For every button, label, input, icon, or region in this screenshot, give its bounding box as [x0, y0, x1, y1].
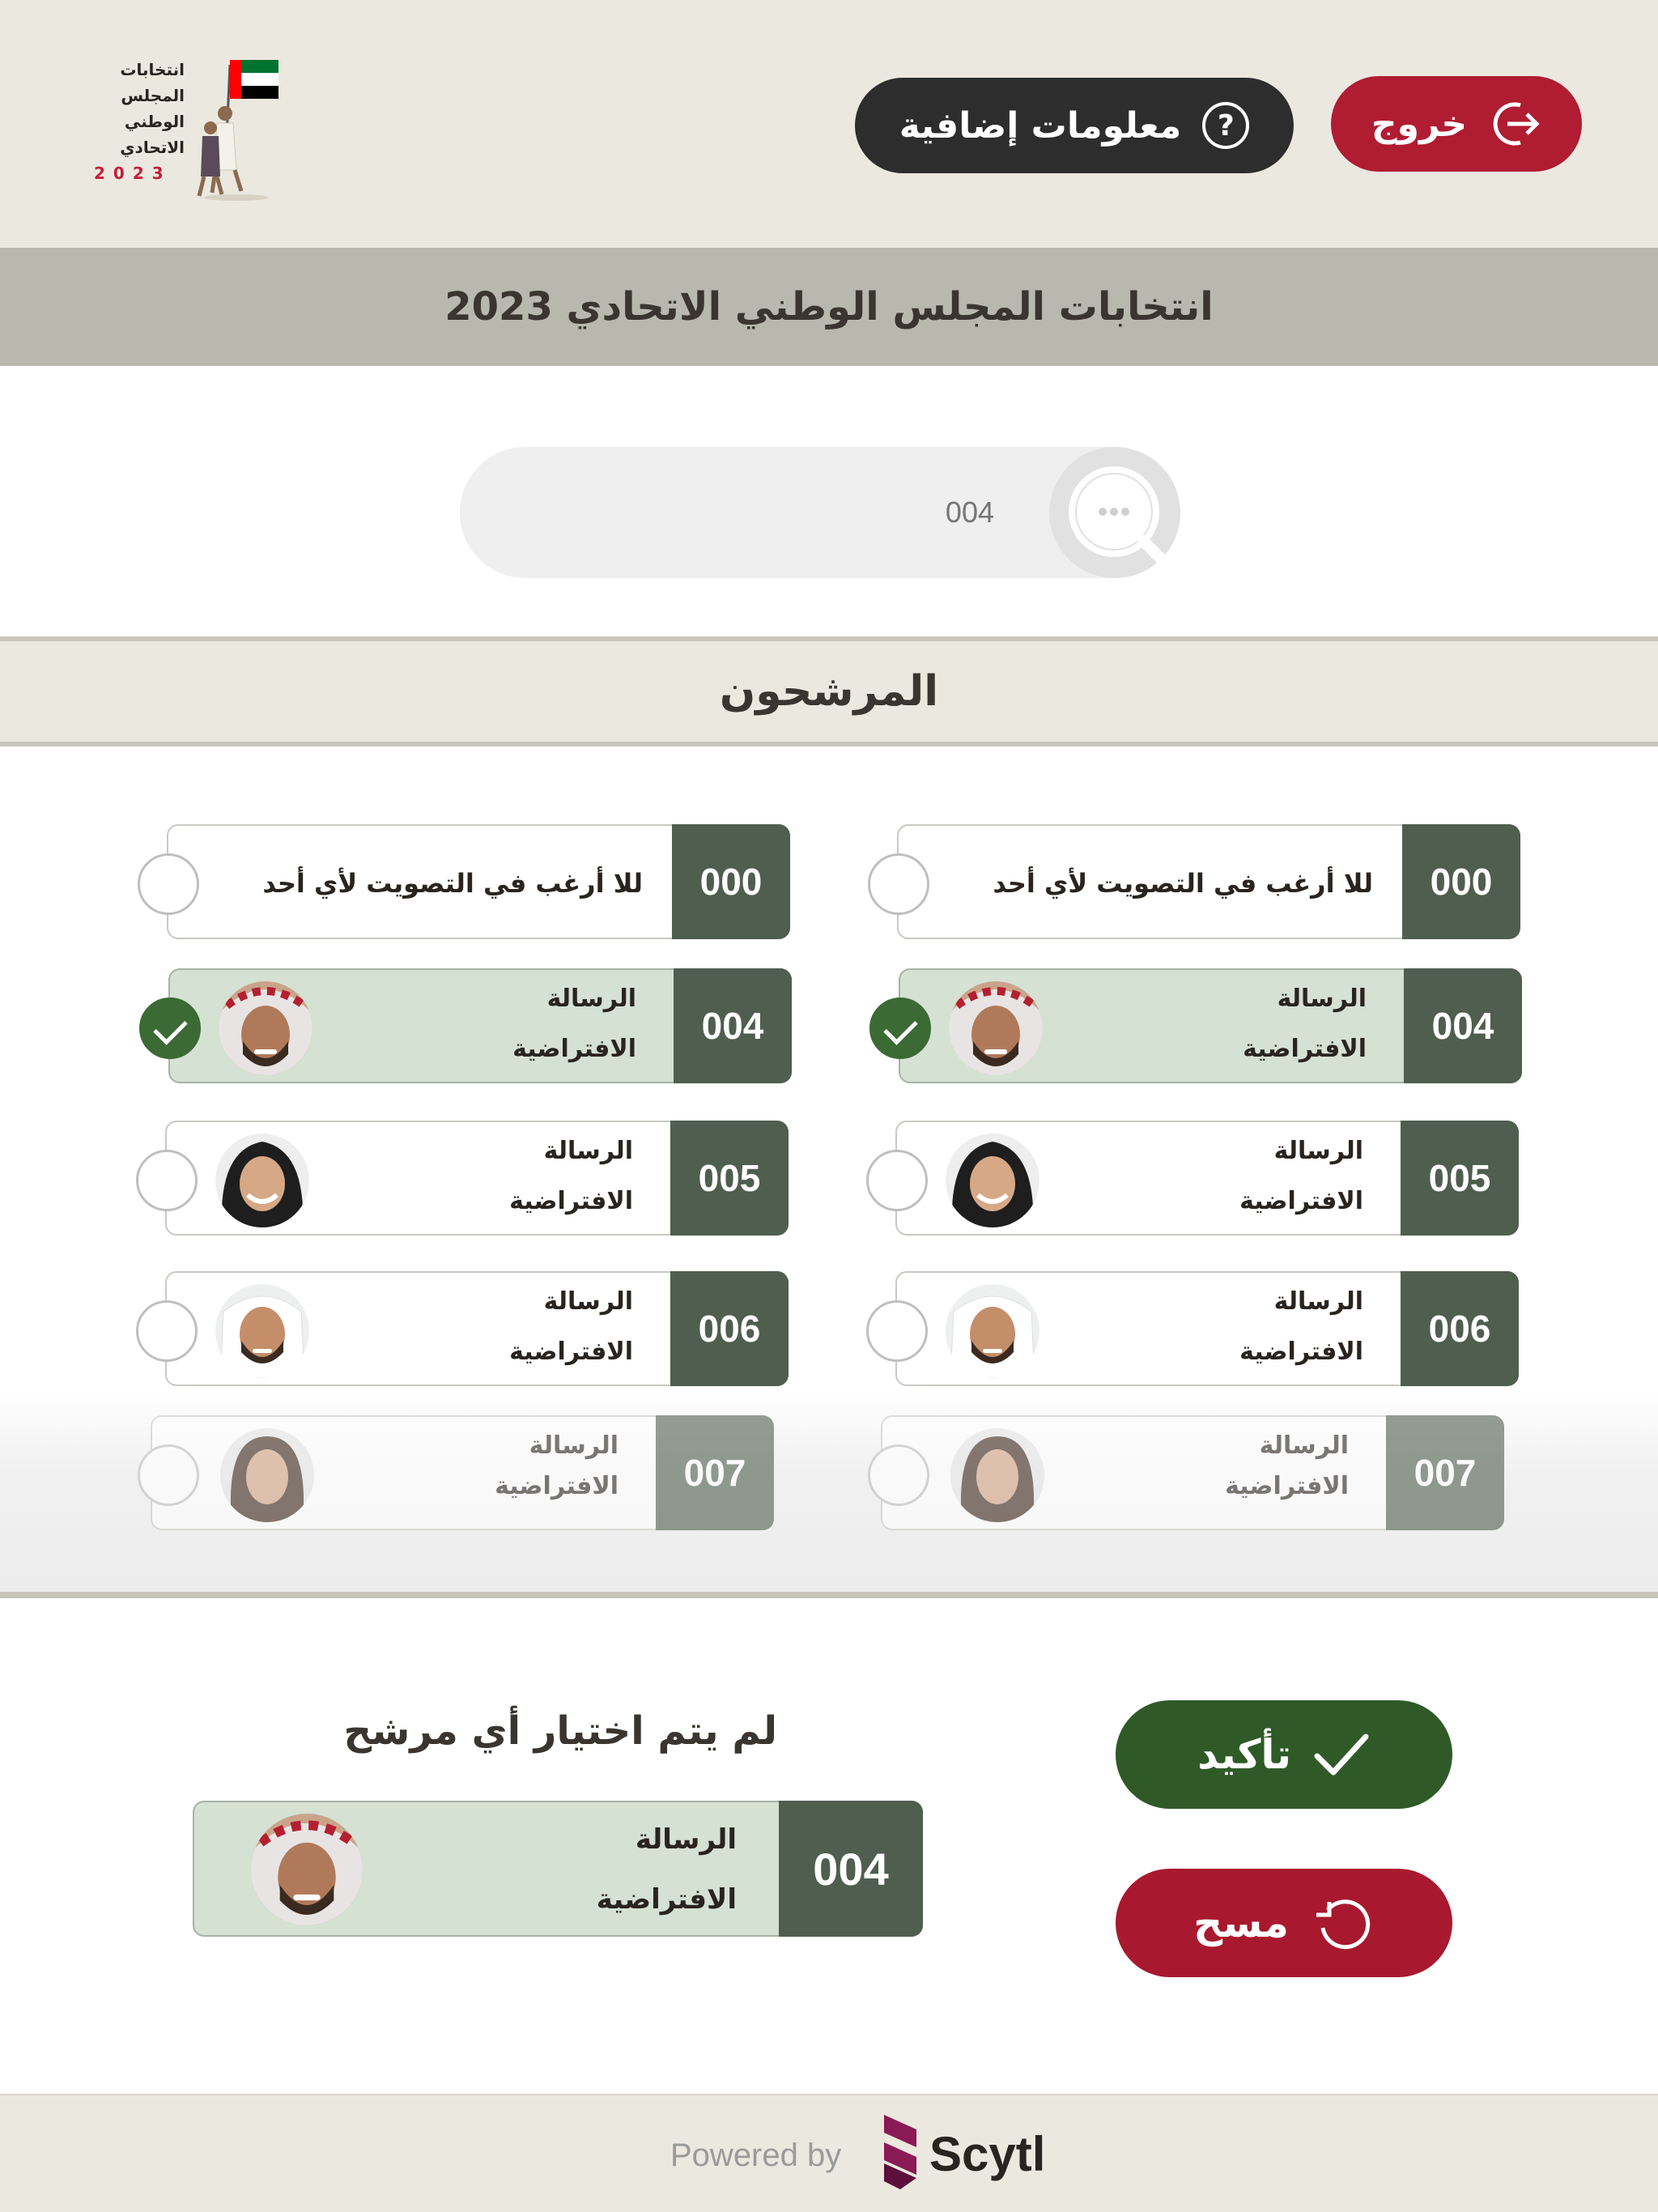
party-name-line2: الافتراضية	[509, 1187, 633, 1215]
candidate-card-004-left[interactable]	[168, 968, 792, 1083]
candidate-card-007-left[interactable]	[151, 1415, 774, 1530]
radio-button[interactable]	[866, 1300, 928, 1362]
exit-button[interactable]	[1331, 76, 1582, 172]
candidate-number: 004	[1404, 968, 1522, 1083]
top-header	[0, 0, 1658, 248]
logo-text	[87, 57, 185, 186]
candidate-number: 007	[1386, 1415, 1504, 1530]
party-name-line2: الافتراضية	[509, 1338, 633, 1366]
logo-year: 2023	[94, 164, 172, 183]
title-bar	[0, 248, 1658, 366]
candidate-card-004-right[interactable]	[899, 968, 1522, 1083]
list-divider	[0, 1592, 1658, 1598]
radio-button-checked[interactable]	[869, 998, 931, 1059]
scytl-brand-text: Scytl	[929, 2127, 1046, 2181]
woman-avatar	[220, 1428, 314, 1522]
candidate-number: 005	[670, 1121, 789, 1236]
radio-button[interactable]	[138, 853, 199, 915]
candidate-card-000-right[interactable]	[897, 824, 1520, 939]
search-dots-icon	[1049, 447, 1180, 578]
radio-button[interactable]	[138, 1444, 199, 1506]
powered-by-text: Powered by	[670, 2138, 842, 2173]
man-white-ghutra-avatar	[215, 1284, 309, 1378]
candidate-card-005-left[interactable]	[165, 1121, 789, 1236]
logo-line-3: الوطني	[124, 112, 185, 131]
selection-status-text: لم يتم اختيار أي مرشح	[343, 1708, 777, 1754]
woman-hijab-avatar	[946, 1134, 1039, 1227]
party-name-line2: الافتراضية	[1225, 1472, 1349, 1500]
woman-hijab-avatar	[215, 1134, 309, 1227]
candidate-number: 006	[1401, 1271, 1519, 1386]
candidates-header	[0, 636, 1658, 747]
woman-avatar	[950, 1428, 1044, 1522]
more-info-button[interactable]	[855, 78, 1294, 173]
exit-label: خروج	[1371, 103, 1468, 145]
search-input[interactable]	[508, 479, 994, 546]
party-name-line1: الرسالة	[1273, 1137, 1363, 1165]
candidate-card-005-right[interactable]	[895, 1121, 1519, 1236]
party-name-line2: الافتراضية	[1243, 1035, 1367, 1063]
man-ghutra-avatar	[219, 981, 312, 1075]
party-name-line2: الافتراضية	[1239, 1187, 1363, 1215]
checkmark-icon	[1312, 1730, 1371, 1779]
logo-line-2: المجلس	[121, 86, 185, 105]
page-title: انتخابات المجلس الوطني الاتحادي 2023	[444, 284, 1214, 330]
party-name-line1: الرسالة	[543, 1137, 633, 1165]
party-name-line2: الافتراضية	[512, 1035, 636, 1063]
party-name-line1: الرسالة	[1259, 1431, 1349, 1460]
flag-bearers-icon	[188, 49, 285, 202]
logo-line-1: انتخابات	[120, 60, 185, 79]
party-name-line1: الرسالة	[543, 1287, 633, 1316]
logo-line-4: الاتحادي	[120, 138, 185, 157]
clear-label: مسح	[1193, 1899, 1289, 1946]
confirm-button[interactable]	[1116, 1700, 1452, 1809]
radio-button[interactable]	[866, 1150, 928, 1211]
footer	[0, 2094, 1658, 2212]
candidate-number: 005	[1401, 1121, 1519, 1236]
confirm-label: تأكيد	[1197, 1731, 1291, 1778]
radio-button[interactable]	[868, 1444, 929, 1506]
man-ghutra-avatar	[251, 1814, 363, 1925]
candidate-card-006-left[interactable]	[165, 1271, 789, 1386]
party-name-line1: الرسالة	[546, 985, 636, 1013]
candidate-number: 000	[672, 824, 790, 939]
candidate-number: 000	[1402, 824, 1520, 939]
no-vote-text: للا أرغب في التصويت لأي أحد	[993, 868, 1373, 899]
selected-candidate-summary	[193, 1801, 923, 1937]
party-name-line1: الرسالة	[635, 1823, 737, 1856]
search-box[interactable]	[460, 447, 1180, 578]
search-button[interactable]	[1049, 447, 1180, 578]
candidate-card-007-right[interactable]	[881, 1415, 1504, 1530]
no-vote-text: للا أرغب في التصويت لأي أحد	[262, 868, 643, 899]
logout-arrow-icon	[1488, 97, 1541, 151]
election-logo	[91, 49, 285, 202]
more-info-label: معلومات إضافية	[899, 104, 1182, 147]
party-name-line1: الرسالة	[529, 1431, 619, 1460]
radio-button[interactable]	[136, 1300, 198, 1362]
party-name-line2: الافتراضية	[596, 1883, 737, 1916]
candidates-heading: المرشحون	[719, 667, 939, 716]
radio-button[interactable]	[868, 853, 929, 915]
candidate-card-006-right[interactable]	[895, 1271, 1519, 1386]
man-ghutra-avatar	[949, 981, 1043, 1075]
radio-button-checked[interactable]	[139, 998, 201, 1059]
candidate-number: 007	[656, 1415, 774, 1530]
candidate-card-000-left[interactable]	[167, 824, 790, 939]
party-name-line1: الرسالة	[1273, 1287, 1363, 1316]
question-circle-icon: ?	[1202, 102, 1249, 149]
party-name-line2: الافتراضية	[1239, 1338, 1363, 1366]
candidate-number: 004	[674, 968, 792, 1083]
clear-button[interactable]	[1116, 1869, 1452, 1977]
man-white-ghutra-avatar	[946, 1284, 1039, 1378]
scytl-logo-icon	[876, 2115, 925, 2189]
party-name-line1: الرسالة	[1277, 985, 1367, 1013]
candidate-number: 006	[670, 1271, 789, 1386]
party-name-line2: الافتراضية	[495, 1472, 619, 1500]
candidate-number: 004	[779, 1801, 923, 1937]
radio-button[interactable]	[136, 1150, 198, 1211]
undo-circle-icon	[1310, 1894, 1375, 1952]
